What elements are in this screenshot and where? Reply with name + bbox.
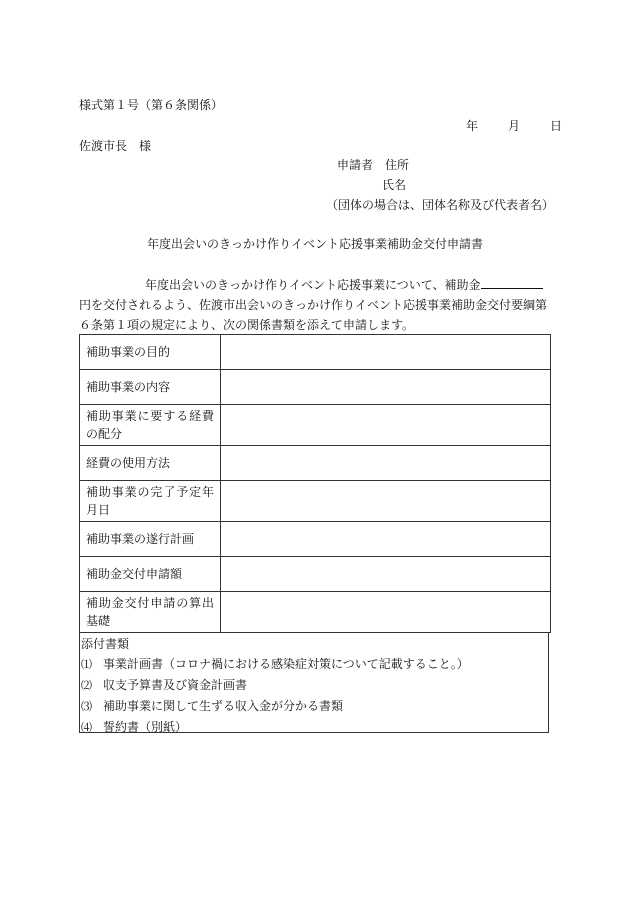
table-row [80, 592, 551, 633]
row-value[interactable] [221, 370, 551, 405]
row-label: 補助事業の遂行計画 [80, 522, 221, 557]
attachments-heading: 添付書類 [81, 637, 130, 651]
row-value[interactable] [221, 522, 551, 557]
list-item [81, 696, 548, 717]
document-title: 年度出会いのきっかけ作りイベント応援事業補助金交付申請書 [146, 237, 483, 251]
row-label: 補助事業に要する経費の配分 [80, 405, 221, 446]
attachments-box [79, 632, 549, 733]
table-row [80, 481, 551, 522]
row-value[interactable] [221, 592, 551, 633]
body-line-1-text: 年度出会いのきっかけ作りイベント応援事業について、補助金 [145, 278, 481, 292]
table-row [80, 446, 551, 481]
body-text [79, 275, 554, 335]
body-line-2: 円を交付されるよう、佐渡市出会いのきっかけ作りイベント応援事業補助金交付要綱第 [79, 298, 548, 312]
table-row [80, 370, 551, 405]
item-text: 収支予算書及び資金計画書 [103, 678, 248, 692]
applicant-name-label: 氏名 [382, 178, 407, 192]
table-row [80, 522, 551, 557]
row-value[interactable] [221, 335, 551, 370]
item-number: ⑵ [81, 679, 92, 692]
date-line [466, 118, 562, 134]
amount-blank [481, 276, 543, 289]
date-day: 日 [550, 119, 563, 133]
table-row [80, 557, 551, 592]
item-number: ⑶ [81, 700, 92, 713]
row-value[interactable] [221, 446, 551, 481]
list-item [81, 654, 548, 675]
list-item [81, 675, 548, 696]
date-year: 年 [466, 119, 479, 133]
item-text: 事業計画書（コロナ禍における感染症対策について記載すること。） [103, 657, 469, 671]
row-label: 補助事業の完了予定年月日 [80, 481, 221, 522]
list-item [81, 717, 548, 738]
row-label: 経費の使用方法 [80, 446, 221, 481]
row-label: 補助事業の内容 [80, 370, 221, 405]
item-text: 誓約書（別紙） [103, 720, 188, 734]
addressee: 佐渡市長 様 [79, 139, 152, 153]
item-number: ⑴ [81, 658, 92, 671]
applicant-address-label: 申請者 住所 [337, 158, 410, 172]
body-line-1 [79, 275, 554, 295]
item-text: 補助事業に関して生ずる収入金が分かる書類 [103, 699, 344, 713]
item-number: ⑷ [81, 721, 92, 734]
form-number: 様式第１号（第６条関係） [79, 98, 224, 112]
row-label: 補助金交付申請の算出基礎 [80, 592, 221, 633]
date-month: 月 [508, 119, 521, 133]
row-value[interactable] [221, 405, 551, 446]
row-value[interactable] [221, 481, 551, 522]
row-label: 補助事業の目的 [80, 335, 221, 370]
row-value[interactable] [221, 557, 551, 592]
table-row [80, 335, 551, 370]
application-items-table [79, 334, 551, 633]
applicant-note: （団体の場合は、団体名称及び代表者名） [326, 198, 555, 212]
body-line-3: ６条第１項の規定により、次の関係書類を添えて申請します。 [79, 318, 415, 332]
row-label: 補助金交付申請額 [80, 557, 221, 592]
table-row [80, 405, 551, 446]
